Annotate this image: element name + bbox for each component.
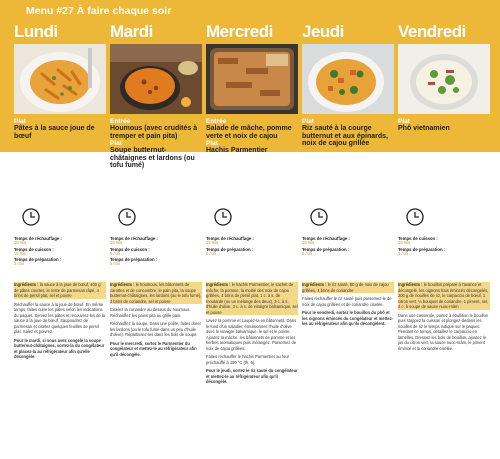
ingredients-block: Ingrédients : le riz sauté, 80 g de noix de cajou grillées, 4 brins de coriandre: [302, 282, 394, 293]
reheat-value: 10 min: [302, 240, 315, 245]
step-text: Dans une casserole, portez à ébullition le bouillon puis stoppez la cuisson et plongez-dedans les nouilles de riz le temps indiqué sur le paquet. Pendant ce temps, détaillez le carpaccio en lamelles. Dressez les bols de bouillon, ajoutez le jus du citron vert, la sauce nuoc-mâm, le piment émincé et la coriandre ciselée.: [398, 312, 489, 351]
dish-title: Pâtes à la sauce joue de bœuf: [14, 125, 95, 140]
cook-label: Temps de cuisson :: [398, 236, 438, 241]
times-mardi: [110, 235, 202, 267]
prep-label: Temps de préparation :: [110, 257, 158, 263]
prep-note: Pour le vendredi, sortez le bouillon du phô et les oignons émincés du congélateur et mettez-les au réfrigérateur afin qu'ils décongèlent.: [302, 310, 393, 326]
cook-value: 15 min: [14, 250, 27, 256]
prep-note: Pour le mardi, si vous avez congelé la soupe butternut-châtaignes, sortez-la du congélateur et placez-la au réfrigérateur afin qu'elle décongèle.: [14, 337, 105, 359]
step-text: Ciselez la coriandre au dessus du houmous. Réchauffez les pains pita au grille-pain.: [110, 307, 191, 318]
prep-value: 3 min: [398, 250, 409, 256]
menu-number: Menu #27: [26, 5, 74, 17]
day-name: Jeudi: [302, 22, 344, 41]
dish-category: Plat: [110, 140, 122, 148]
recipe-lundi: [14, 282, 106, 363]
menu-subtitle: À faire chaque soir: [76, 5, 172, 17]
cook-label: Temps de cuisson :: [110, 246, 150, 252]
day-name: Mercredi: [206, 22, 273, 41]
reheat-label: Temps de réchauffage :: [206, 236, 254, 241]
dish-title: Riz sauté à la courge butternut et aux épinards, noix de cajou grillée: [302, 125, 388, 148]
step-text: Faites réchauffer le riz sauté puis parsemez-le de noix de cajou grillées et de coriandre ciselée.: [302, 296, 392, 307]
reheat-value: 10 min: [14, 240, 27, 245]
reheat-label: Temps de réchauffage :: [14, 236, 62, 241]
day-name: Vendredi: [398, 22, 466, 41]
reheat-label: Temps de réchauffage :: [302, 236, 350, 241]
dish-title: Hachis Parmentier: [206, 147, 268, 155]
recipe-jeudi: [302, 282, 394, 330]
cook-label: Temps de cuisson :: [14, 246, 54, 252]
prep-value: 4 min: [206, 250, 217, 256]
step-text: Réchauffez la soupe. Dans une poêle, faites dorer les lardons (ou le tofu fumé dans un peu d'huile d'olive). Répartissez-les dans les bols de soupe.: [110, 321, 201, 337]
prep-note: Pour le mercredi, sortez le Parmentier du congélateur et mettez-le au réfrigérateur afin qu'il décongèle.: [110, 340, 197, 357]
times-jeudi: [302, 235, 394, 256]
reheat-value: 15 min: [206, 240, 219, 245]
dish-title: Soupe butternut-châtaignes et lardons (ou tofu fumé): [110, 147, 195, 170]
prep-value: 5 min: [110, 261, 121, 267]
dish-category: Plat: [398, 118, 410, 125]
ingredients-block: Ingrédients : le bouillon préparé à l'avance et décongelé, les oignons frais émincés décongelés, 200 g de nouilles de riz, le carpaccio de bœuf, 1 citron vert, ¼ bouquet de coriandre, 1 piment, sel, 4 c. à soupe de sauce nuoc-mâm: [398, 282, 489, 309]
times-mercredi: [206, 235, 298, 256]
ingredients-block: Ingrédients : le houmous, les bâtonnets de carottes et de concombre, le pain pita, la soupe butternut-châtaignes, les lardons (ou le tofu fumé), 2 brins de coriandre, sel et poivre: [110, 282, 202, 304]
prep-label: Temps de préparation :: [302, 246, 350, 252]
dish-category: Plat: [302, 118, 314, 125]
day-name: Lundi: [14, 22, 58, 41]
ingredients-block: Ingrédients : la sauce à la joue de bœuf, 400 g de pâtes courtes, le reste de parmesan râpé, 4 brins de persil plat, sel et poivre: [14, 282, 106, 299]
ingredients-block: Ingrédients : le hachis Parmentier, le sachet de mâche, la pomme, la moitié des noix de cajou grillées, 4 brins de persil plat, 1 c. à s. de moutarde (ou un mélange des deux), 3 c. à s. d'huile d'olive, 3 c. à s. de vinaigre balsamique, sel et poivre: [206, 282, 298, 315]
dish-category: Plat: [206, 140, 218, 148]
recipe-mardi: [110, 282, 202, 360]
prep-label: Temps de préparation :: [206, 246, 254, 252]
step-text: Réchauffer la sauce à la joue de bœuf. En même temps, faites cuire les pâtes selon les indications du paquet. Servez les pâtes et recouvrez-les de la sauce à la joue de bœuf. Saupoudrez de parmesan et ciselez quelques feuilles de persil plat. Salez et poivrez.: [14, 301, 106, 334]
step-text: Faites réchauffer le hachis Parmentier au four préchauffé à 180 °C (th. 6).: [206, 354, 289, 365]
cook-value: 5 min: [110, 250, 121, 256]
reheat-value: 10 min: [110, 240, 123, 245]
reheat-label: Temps de réchauffage :: [110, 236, 158, 241]
prep-value: 2 min: [302, 250, 313, 256]
dish-category: Entrée: [206, 118, 227, 125]
prep-note: Pour le jeudi, sortez le riz sauté du congélateur et mettez-le au réfrigérateur afin qu'il décongèle.: [206, 368, 298, 384]
recipe-vendredi: [398, 282, 490, 354]
step-text: Lavez la pomme et coupez-la en bâtonnets. Dans le fond d'un saladier, émulsionnez l'huile d'olive avec le vinaigre balsamique, le sel et le poivre. Ajoutez la mâche, les bâtonnets de pomme et les herbes aromatiques puis mélangez. Parsemez de noix de cajou grillées.: [206, 318, 297, 351]
times-vendredi: [398, 235, 490, 256]
dish-title: Salade de mâche, pomme verte et noix de cajou: [206, 125, 292, 140]
cook-value: 10 min: [398, 240, 411, 245]
prep-label: Temps de préparation :: [14, 257, 62, 263]
prep-value: 2 min: [14, 261, 25, 267]
dish-category: Plat: [14, 118, 26, 125]
dish-category: Entrée: [110, 118, 131, 125]
dish-title: Phô vietnamien: [398, 125, 450, 132]
day-name: Mardi: [110, 22, 153, 41]
times-lundi: [14, 235, 106, 267]
dish-title: Houmous (avec crudités à tremper et pain pita): [110, 125, 198, 140]
prep-label: Temps de préparation :: [398, 246, 446, 252]
recipe-mercredi: [206, 282, 298, 388]
